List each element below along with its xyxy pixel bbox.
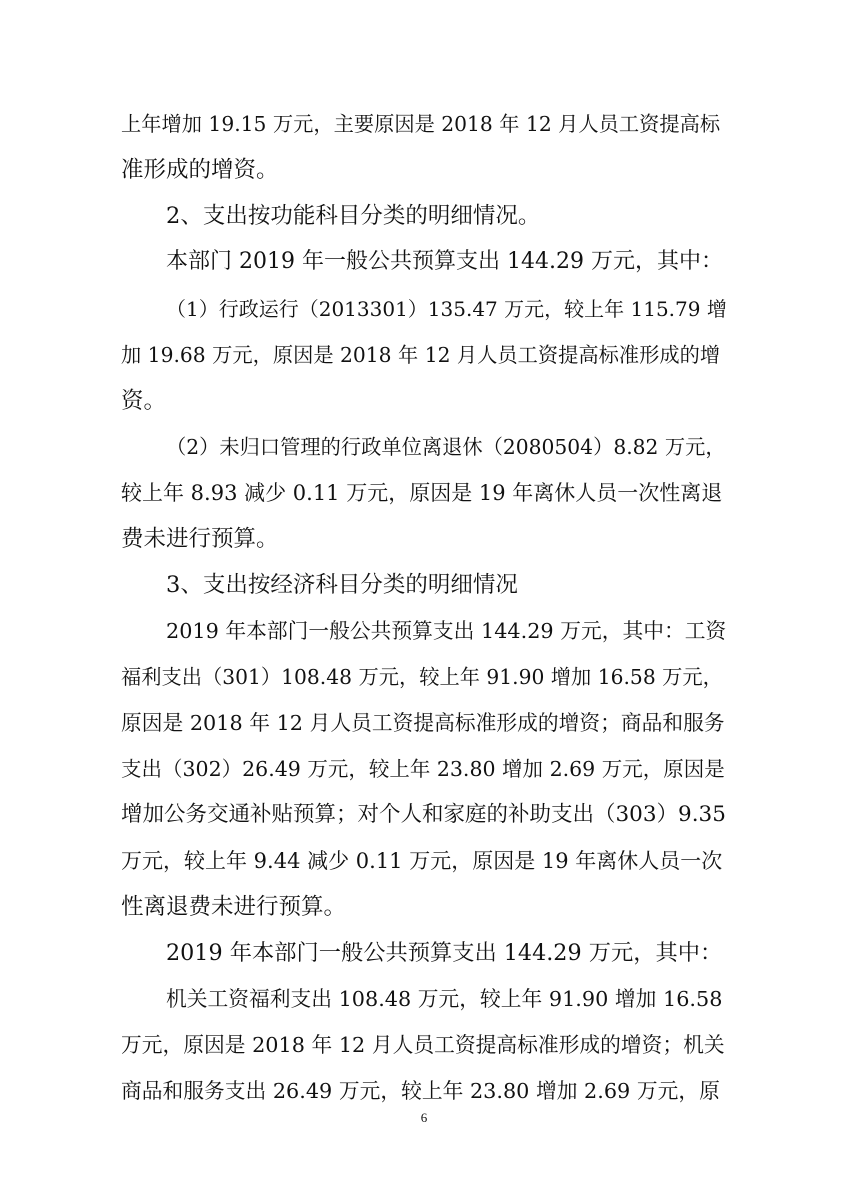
text-line: 上年增加 19.15 万元，主要原因是 2018 年 12 月人员工资提高标 [121,112,721,136]
text-line: 支出（302）26.49 万元，较上年 23.80 增加 2.69 万元，原因是 [121,757,725,781]
text-line: 万元，原因是 2018 年 12 月人员工资提高标准形成的增资；机关 [121,1033,725,1057]
text-line: 本部门 2019 年一般公共预算支出 144.29 万元，其中： [166,249,723,274]
text-line: 机关工资福利支出 108.48 万元，较上年 91.90 增加 16.58 [166,987,723,1011]
text-line: 原因是 2018 年 12 月人员工资提高标准形成的增资；商品和服务 [121,711,725,735]
text-line: 增加公务交通补贴预算；对个人和家庭的补助支出（303）9.35 [121,802,726,827]
text-line: 加 19.68 万元，原因是 2018 年 12 月人员工资提高标准形成的增 [121,343,721,367]
text-line: 2019 年本部门一般公共预算支出 144.29 万元，其中： [166,940,723,966]
text-line: 费未进行预算。 [121,526,279,552]
page-number: 6 [420,1110,428,1125]
text-line: （2）未归口管理的行政单位离退休（2080504）8.82 万元， [166,435,726,459]
text-line: 商品和服务支出 26.49 万元，较上年 23.80 增加 2.69 万元，原 [121,1079,720,1103]
text-line: 2019 年本部门一般公共预算支出 144.29 万元，其中：工资 [166,619,727,643]
text-line: 准形成的增资。 [121,157,279,183]
text-line: 万元，较上年 9.44 减少 0.11 万元，原因是 19 年离休人员一次 [121,849,723,873]
text-line: （1）行政运行（2013301）135.47 万元，较上年 115.79 增 [166,297,727,321]
text-line: 资。 [121,388,167,414]
text-line: 福利支出（301）108.48 万元，较上年 91.90 增加 16.58 万元， [121,665,723,689]
text-line: 较上年 8.93 减少 0.11 万元，原因是 19 年离休人员一次性离退 [121,481,723,505]
section-heading: 3、支出按经济科目分类的明细情况 [166,572,518,598]
section-heading: 2、支出按功能科目分类的明细情况。 [166,203,541,229]
text-line: 性离退费未进行预算。 [121,894,347,920]
